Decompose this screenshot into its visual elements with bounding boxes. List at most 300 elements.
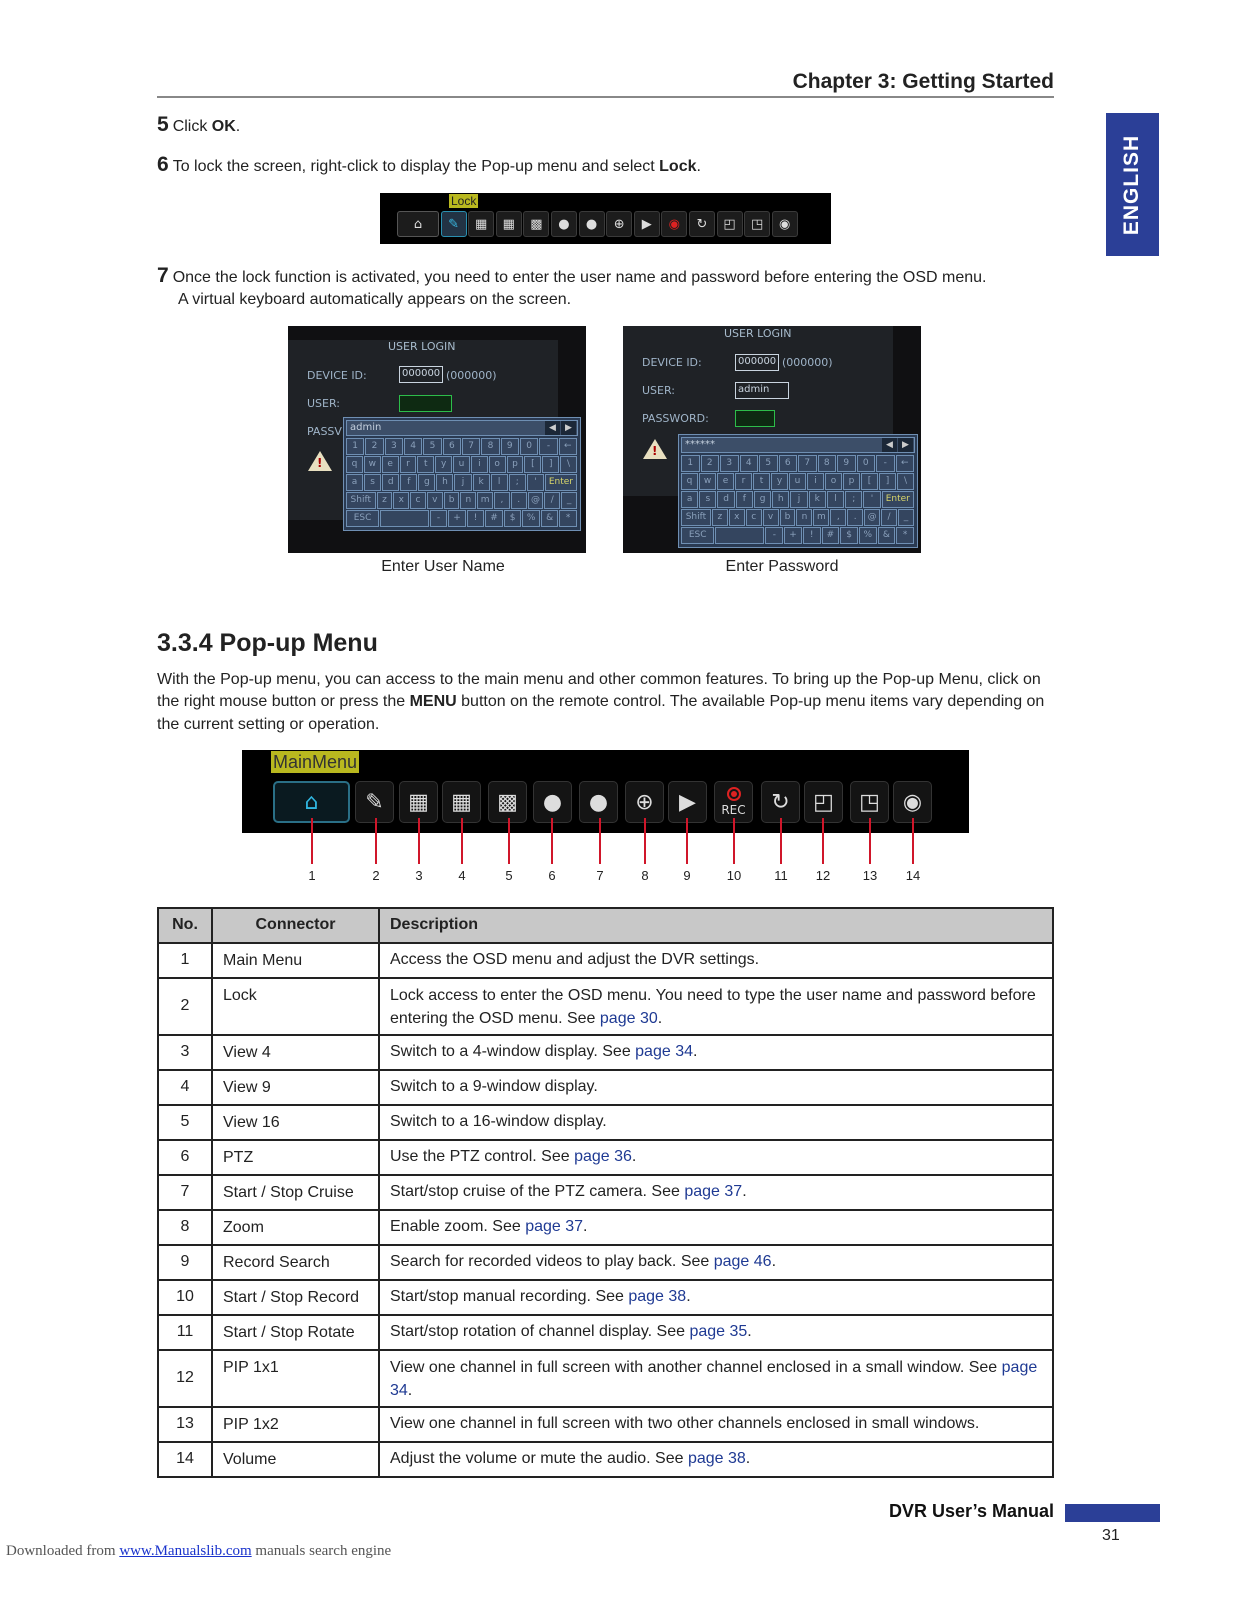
row-number: 10 [158,1280,212,1315]
row-description: Start/stop rotation of channel display. See page 35. [379,1315,1053,1350]
row-number: 5 [158,1105,212,1140]
keyboard-row [681,491,915,508]
keyboard-key[interactable]: v [427,492,443,509]
row-description [379,1105,1053,1140]
keyboard-key[interactable]: ← [896,455,915,472]
step-5 [157,114,240,138]
row-description: Lock access to enter the OSD menu. You need to type the user name and password before entering the OSD menu. See page 30. [379,978,1053,1035]
page-link[interactable]: page 37 [684,1183,743,1201]
step-number: 6 [157,153,169,176]
keyboard-key[interactable]: o [825,473,842,490]
keyboard-row [346,510,578,527]
record-icon[interactable]: ◉ [661,211,687,237]
download-watermark [6,1543,391,1560]
view9-icon[interactable]: ▦ [442,781,481,823]
callout-line [418,818,420,864]
header-rule [157,96,1054,98]
description-text: Use the PTZ control. See [390,1148,575,1166]
virtual-keyboard [678,434,918,548]
keyboard-input-text: ****** [685,439,715,450]
keyboard-key[interactable]: q [681,473,698,490]
callout-number: 2 [372,868,380,883]
page-link[interactable]: page 34 [635,1043,693,1061]
paragraph-text: With the Pop-up menu, you can access to the main menu and other common features. To bring up the Pop-up Menu, click on the right mouse button or press the [157,671,1041,711]
keyboard-key[interactable]: _ [898,509,914,526]
step-text: Once the lock function is activated, you need to enter the user name and password before entering the OSD menu. [172,269,987,286]
cursor-left-icon[interactable]: ◀ [545,421,560,435]
play-icon[interactable]: ▶ [668,781,707,823]
page-link[interactable]: page 38 [628,1288,687,1306]
keyboard-key[interactable]: l [491,474,508,491]
password-field[interactable] [735,410,775,427]
record-dot [727,787,741,801]
popup-menu-table [157,907,1054,1478]
keyboard-key[interactable]: m [813,509,829,526]
keyboard-key[interactable]: p [507,456,524,473]
keyboard-key[interactable]: @ [528,492,544,509]
keyboard-key[interactable]: 0 [520,438,538,455]
keyboard-key[interactable]: [ [861,473,878,490]
keyboard-key[interactable]: 0 [857,455,876,472]
warning-icon [308,451,332,471]
row-number: 7 [158,1175,212,1210]
keyboard-key[interactable]: 6 [779,455,798,472]
paragraph-bold: MENU [409,693,457,711]
keyboard-key[interactable]: \ [897,473,914,490]
row-number: 8 [158,1210,212,1245]
main-menu-screenshot [242,750,969,833]
keyboard-key[interactable]: - [539,438,557,455]
view16-icon[interactable]: ▩ [523,211,549,237]
keyboard-key[interactable]: Shift [681,509,711,526]
callout-number: 8 [641,868,649,883]
keyboard-key[interactable]: g [418,474,435,491]
record-icon[interactable] [714,781,753,823]
keyboard-key[interactable]: r [735,473,752,490]
table-row [158,1315,1053,1350]
description-text: Adjust the volume or mute the audio. See [390,1450,688,1468]
keyboard-key[interactable]: k [473,474,490,491]
row-connector: Volume [212,1442,379,1477]
keyboard-key[interactable]: % [859,527,877,544]
keyboard-key[interactable]: 1 [346,438,364,455]
keyboard-key[interactable]: f [736,491,753,508]
table-row [158,1035,1053,1070]
keyboard-key[interactable]: s [699,491,716,508]
keyboard-key[interactable]: h [436,474,453,491]
keyboard-key[interactable]: u [789,473,806,490]
description-text: Lock access to enter the OSD menu. You need to type the user name and password before entering the OSD menu. See [390,987,1036,1027]
cursor-right-icon[interactable]: ▶ [898,438,913,452]
page-link[interactable]: page 37 [525,1218,584,1236]
keyboard-key[interactable]: 4 [740,455,759,472]
keyboard-key[interactable]: * [559,510,577,527]
keyboard-key[interactable]: @ [864,509,880,526]
keyboard-key[interactable]: , [830,509,846,526]
step-suffix: . [235,118,241,135]
callout-number: 13 [862,868,878,883]
keyboard-key[interactable]: o [489,456,506,473]
language-tab-label: ENGLISH [1120,134,1144,235]
watermark-link[interactable]: www.Manualslib.com [119,1543,252,1559]
keyboard-key[interactable]: t [417,456,434,473]
callout-line [912,818,914,864]
keyboard-key[interactable]: n [460,492,476,509]
keyboard-key[interactable]: l [827,491,844,508]
callout-line [599,818,601,864]
keyboard-key[interactable]: % [522,510,540,527]
keyboard-key[interactable]: Enter [882,491,914,508]
device-id-field[interactable]: 000000 [399,366,443,383]
view4-icon[interactable]: ▦ [468,211,494,237]
row-number: 13 [158,1407,212,1442]
device-id-label: DEVICE ID: [307,369,367,382]
keyboard-key[interactable]: k [809,491,826,508]
watermark-text-end: manuals search engine [251,1543,392,1559]
keyboard-key[interactable]: z [712,509,728,526]
keyboard-key[interactable]: 5 [423,438,441,455]
view9-icon[interactable]: ▦ [496,211,522,237]
keyboard-row [681,509,915,526]
keyboard-key[interactable]: g [754,491,771,508]
manual-title: DVR User’s Manual [888,1501,1054,1521]
keyboard-key[interactable]: $ [840,527,858,544]
callout-number: 6 [548,868,556,883]
description-text: Switch to a 9-window display. [390,1078,598,1096]
keyboard-key[interactable]: j [790,491,807,508]
keyboard-key[interactable] [380,510,429,527]
user-field[interactable]: admin [735,382,789,399]
view4-icon[interactable]: ▦ [399,781,438,823]
keyboard-key[interactable]: a [346,474,363,491]
volume-icon[interactable]: ◉ [893,781,932,823]
keyboard-key[interactable]: x [393,492,409,509]
section-paragraph [157,669,1057,736]
keyboard-row [346,438,578,455]
row-connector: Zoom [212,1210,379,1245]
keyboard-key[interactable]: - [430,510,448,527]
callout-line [869,818,871,864]
keyboard-key[interactable]: 7 [798,455,817,472]
row-description: Enable zoom. See page 37. [379,1210,1053,1245]
keyboard-key[interactable]: e [382,456,399,473]
keyboard-key[interactable]: ESC [346,510,379,527]
keyboard-key[interactable]: 2 [365,438,383,455]
step-text: To lock the screen, right-click to display the Pop-up menu and select [172,158,660,175]
keyboard-key[interactable]: h [772,491,789,508]
row-number: 14 [158,1442,212,1477]
keyboard-key[interactable]: Shift [346,492,376,509]
callout-number: 7 [596,868,604,883]
keyboard-key[interactable]: x [729,509,745,526]
keyboard-key[interactable]: s [364,474,381,491]
keyboard-key[interactable]: . [847,509,863,526]
row-number: 11 [158,1315,212,1350]
table-row [158,1210,1053,1245]
keyboard-key[interactable]: w [699,473,716,490]
description-text: View one channel in full screen with another channel enclosed in a small window. See [390,1359,1002,1376]
row-description: Use the PTZ control. See page 36. [379,1140,1053,1175]
callout-line [644,818,646,864]
keyboard-key[interactable]: ] [542,456,559,473]
keyboard-row [346,474,578,491]
home-icon[interactable]: ⌂ [397,211,439,237]
keyboard-key[interactable]: \ [560,456,577,473]
keyboard-key[interactable]: - [765,527,783,544]
keyboard-key[interactable]: ! [467,510,485,527]
page-link[interactable]: page 38 [687,1450,746,1468]
row-number: 6 [158,1140,212,1175]
keyboard-key[interactable]: ; [845,491,862,508]
keyboard-key[interactable]: & [878,527,896,544]
wrench-icon[interactable]: ✎ [355,781,394,823]
callout-line [686,818,688,864]
keyboard-key[interactable]: y [435,456,452,473]
step-7 [157,265,987,311]
callout-number: 3 [415,868,423,883]
keyboard-key[interactable]: z [377,492,393,509]
keyboard-key[interactable]: # [485,510,503,527]
pip1x2-icon[interactable]: ◳ [850,781,889,823]
zoom-icon[interactable]: ⊕ [625,781,664,823]
virtual-keyboard [343,417,581,531]
page-link[interactable]: page 46 [713,1253,772,1271]
ptz-icon[interactable]: ● [551,211,577,237]
keyboard-key[interactable]: y [771,473,788,490]
row-description: Adjust the volume or mute the audio. See page 38. [379,1442,1053,1477]
keyboard-key[interactable]: t [753,473,770,490]
rotate-icon[interactable]: ↻ [761,781,800,823]
keyboard-key[interactable]: 8 [818,455,837,472]
keyboard-key[interactable]: e [717,473,734,490]
caption-enter-password: Enter Password [725,558,839,575]
keyboard-key[interactable]: ] [879,473,896,490]
keyboard-key[interactable]: [ [524,456,541,473]
table-row [158,978,1053,1035]
warning-icon [643,439,667,459]
keyboard-key[interactable]: - [876,455,895,472]
description-text: Enable zoom. See [390,1218,526,1236]
keyboard-key[interactable]: 3 [385,438,403,455]
keyboard-key[interactable]: $ [504,510,522,527]
row-number: 12 [158,1350,212,1407]
row-connector: Lock [212,978,379,1035]
callout-line [375,818,377,864]
keyboard-key[interactable]: a [681,491,698,508]
keyboard-key[interactable]: b [444,492,460,509]
keyboard-key[interactable]: & [541,510,559,527]
keyboard-key[interactable]: u [453,456,470,473]
keyboard-key[interactable]: v [763,509,779,526]
page-link[interactable]: page 36 [574,1148,632,1166]
watermark-text: Downloaded from [6,1543,120,1559]
row-connector: Record Search [212,1245,379,1280]
keyboard-key[interactable]: d [717,491,734,508]
user-label: USER: [307,397,340,410]
row-description [379,1407,1053,1442]
keyboard-key[interactable]: ! [803,527,821,544]
footer-accent-bar [1065,1504,1160,1522]
callout-number: 12 [815,868,831,883]
callout-line [311,818,313,864]
keyboard-key[interactable]: c [410,492,426,509]
table-row [158,1350,1053,1407]
row-connector: PTZ [212,1140,379,1175]
keyboard-key[interactable]: _ [561,492,577,509]
view16-icon[interactable]: ▩ [488,781,527,823]
volume-icon[interactable]: ◉ [772,211,798,237]
keyboard-key[interactable]: 2 [701,455,720,472]
pip1x2-icon[interactable]: ◳ [744,211,770,237]
home-icon[interactable]: ⌂ [273,781,350,823]
callout-line [822,818,824,864]
keyboard-key[interactable]: + [448,510,466,527]
caption-enter-user-name: Enter User Name [381,558,505,575]
keyboard-key[interactable]: Enter [545,474,577,491]
keyboard-key[interactable]: + [784,527,802,544]
user-field[interactable] [399,395,452,412]
page-number: 31 [1102,1527,1120,1544]
keyboard-key[interactable]: ' [863,491,880,508]
user-login-screenshot [288,326,586,553]
keyboard-input[interactable] [346,420,578,436]
row-number: 1 [158,943,212,978]
keyboard-key[interactable]: 4 [404,438,422,455]
login-title: USER LOGIN [724,327,792,340]
keyboard-key[interactable]: c [746,509,762,526]
table-row [158,1140,1053,1175]
keyboard-key[interactable]: 3 [720,455,739,472]
keyboard-row [681,455,915,472]
device-id-field[interactable]: 000000 [735,354,779,371]
row-description [379,1070,1053,1105]
keyboard-key[interactable]: p [843,473,860,490]
table-row [158,1280,1053,1315]
keyboard-key[interactable]: j [454,474,471,491]
wrench-icon[interactable]: ✎ [441,211,467,237]
login-title: USER LOGIN [388,340,456,353]
keyboard-key[interactable]: m [477,492,493,509]
description-text: View one channel in full screen with two other channels enclosed in small windows. [390,1415,980,1433]
keyboard-key[interactable]: 7 [462,438,480,455]
keyboard-input-text: admin [350,422,382,433]
keyboard-key[interactable]: d [382,474,399,491]
step-6 [157,154,701,178]
section-title: 3.3.4 Pop-up Menu [157,629,378,657]
header-no: No. [158,908,212,943]
table-body [158,943,1053,1477]
table-row [158,1442,1053,1477]
row-connector: Start / Stop Record [212,1280,379,1315]
row-description: Start/stop cruise of the PTZ camera. See page 37. [379,1175,1053,1210]
keyboard-key[interactable]: i [471,456,488,473]
keyboard-key[interactable]: 9 [501,438,519,455]
callout-number: 9 [683,868,691,883]
keyboard-key[interactable]: . [511,492,527,509]
callout-line [551,818,553,864]
keyboard-key[interactable]: 5 [759,455,778,472]
step-number: 7 [157,264,169,287]
keyboard-key[interactable]: ← [559,438,577,455]
paragraph-text-end: button on the remote control. The available Pop-up menu items vary depending on the current setting or operation. [157,693,1045,733]
callout-number: 10 [726,868,742,883]
keyboard-key[interactable]: / [544,492,560,509]
rotate-icon[interactable]: ↻ [689,211,715,237]
cursor-left-icon[interactable]: ◀ [882,438,897,452]
user-label: USER: [642,384,675,397]
password-label: PASSV [307,425,342,438]
description-text: Switch to a 4-window display. See [390,1043,636,1061]
keyboard-key[interactable]: 9 [837,455,856,472]
step-bold: Lock [659,158,697,175]
keyboard-key[interactable]: ; [509,474,526,491]
callout-line [461,818,463,864]
keyboard-key[interactable]: f [400,474,417,491]
keyboard-key[interactable]: , [494,492,510,509]
keyboard-key[interactable]: i [807,473,824,490]
step-number: 5 [157,113,169,136]
chapter-title: Chapter 3: Getting Started [792,70,1054,93]
keyboard-key[interactable]: b [780,509,796,526]
keyboard-key[interactable]: q [346,456,363,473]
keyboard-key[interactable]: 1 [681,455,700,472]
row-connector: View 16 [212,1105,379,1140]
cruise-icon[interactable]: ● [579,211,605,237]
cursor-right-icon[interactable]: ▶ [561,421,576,435]
ptz-icon[interactable]: ● [533,781,572,823]
keyboard-key[interactable] [715,527,764,544]
row-number: 9 [158,1245,212,1280]
row-connector: View 4 [212,1035,379,1070]
table-row [158,1105,1053,1140]
keyboard-input[interactable] [681,437,915,453]
play-icon[interactable]: ▶ [634,211,660,237]
keyboard-row [681,527,915,544]
keyboard-key[interactable]: r [400,456,417,473]
device-id-label: DEVICE ID: [642,356,702,369]
description-text: Start/stop cruise of the PTZ camera. See [390,1183,685,1201]
row-number: 4 [158,1070,212,1105]
keyboard-key[interactable]: * [896,527,914,544]
pip1x1-icon[interactable]: ◰ [804,781,843,823]
keyboard-key[interactable]: 6 [443,438,461,455]
keyboard-key[interactable]: ESC [681,527,714,544]
table-row [158,1175,1053,1210]
keyboard-key[interactable]: ' [527,474,544,491]
page-link[interactable]: page 30 [599,1009,658,1027]
keyboard-key[interactable]: n [796,509,812,526]
cruise-icon[interactable]: ● [579,781,618,823]
callout-number: 1 [308,868,316,883]
pip1x1-icon[interactable]: ◰ [717,211,743,237]
page-link[interactable]: page 34 [390,1359,1038,1399]
callout-number: 5 [505,868,513,883]
step-suffix: . [696,158,701,175]
keyboard-key[interactable]: 8 [481,438,499,455]
keyboard-key[interactable]: / [881,509,897,526]
keyboard-key[interactable]: w [364,456,381,473]
keyboard-key[interactable]: # [822,527,840,544]
device-id-default: (000000) [446,369,497,382]
description-text: Switch to a 16-window display. [390,1113,607,1131]
zoom-icon[interactable]: ⊕ [606,211,632,237]
row-connector: Start / Stop Cruise [212,1175,379,1210]
keyboard-row [681,473,915,490]
keyboard-row [346,456,578,473]
page-link[interactable]: page 35 [689,1323,748,1341]
step-bold: OK [211,118,236,135]
table-row [158,943,1053,978]
